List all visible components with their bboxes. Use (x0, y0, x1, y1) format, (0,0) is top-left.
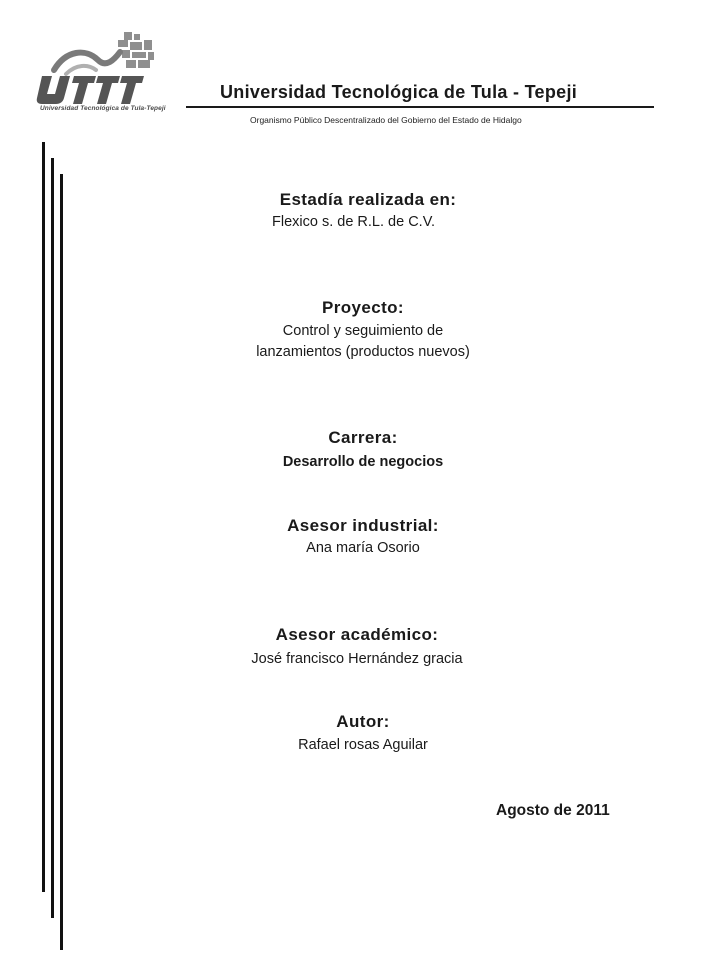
carrera-label: Carrera: (328, 428, 398, 447)
proyecto-value-line2: lanzamientos (productos nuevos) (256, 344, 470, 360)
university-logo (36, 30, 158, 114)
proyecto-value-line1: Control y seguimiento de (282, 323, 444, 339)
section-proyecto (163, 298, 563, 363)
autor-label: Autor: (336, 712, 390, 731)
university-name: Universidad Tecnológica de Tula - Tepeji (220, 82, 578, 102)
proyecto-label: Proyecto: (321, 298, 404, 317)
carrera-value: Desarrollo de negocios (282, 454, 444, 470)
estadia-value: Flexico s. de R.L. de C.V. (272, 214, 436, 230)
estadia-label: Estadía realizada en: (279, 190, 457, 209)
uttt-logo-icon (36, 30, 158, 114)
asesor-academico-label: Asesor académico: (275, 625, 439, 644)
section-autor (163, 712, 563, 756)
university-subtitle: Organismo Público Descentralizado del Gobierno del Estado de Hidalgo (250, 115, 522, 125)
asesor-industrial-value: Ana maría Osorio (306, 540, 420, 556)
asesor-industrial-label: Asesor industrial: (287, 516, 439, 535)
decorative-line-3 (60, 174, 63, 950)
logo-caption: Universidad Tecnológica de Tula-Tepeji (40, 105, 166, 112)
asesor-academico-value: José francisco Hernández gracia (251, 651, 463, 667)
header-divider (186, 106, 654, 108)
decorative-line-2 (51, 158, 54, 918)
decorative-line-1 (42, 142, 45, 892)
section-asesor-academico (157, 625, 557, 670)
section-asesor-industrial (163, 516, 563, 559)
document-date: Agosto de 2011 (496, 802, 610, 819)
autor-value: Rafael rosas Aguilar (298, 737, 428, 753)
section-carrera (163, 428, 563, 473)
section-estadia-value (272, 212, 435, 233)
section-estadia (168, 190, 568, 210)
